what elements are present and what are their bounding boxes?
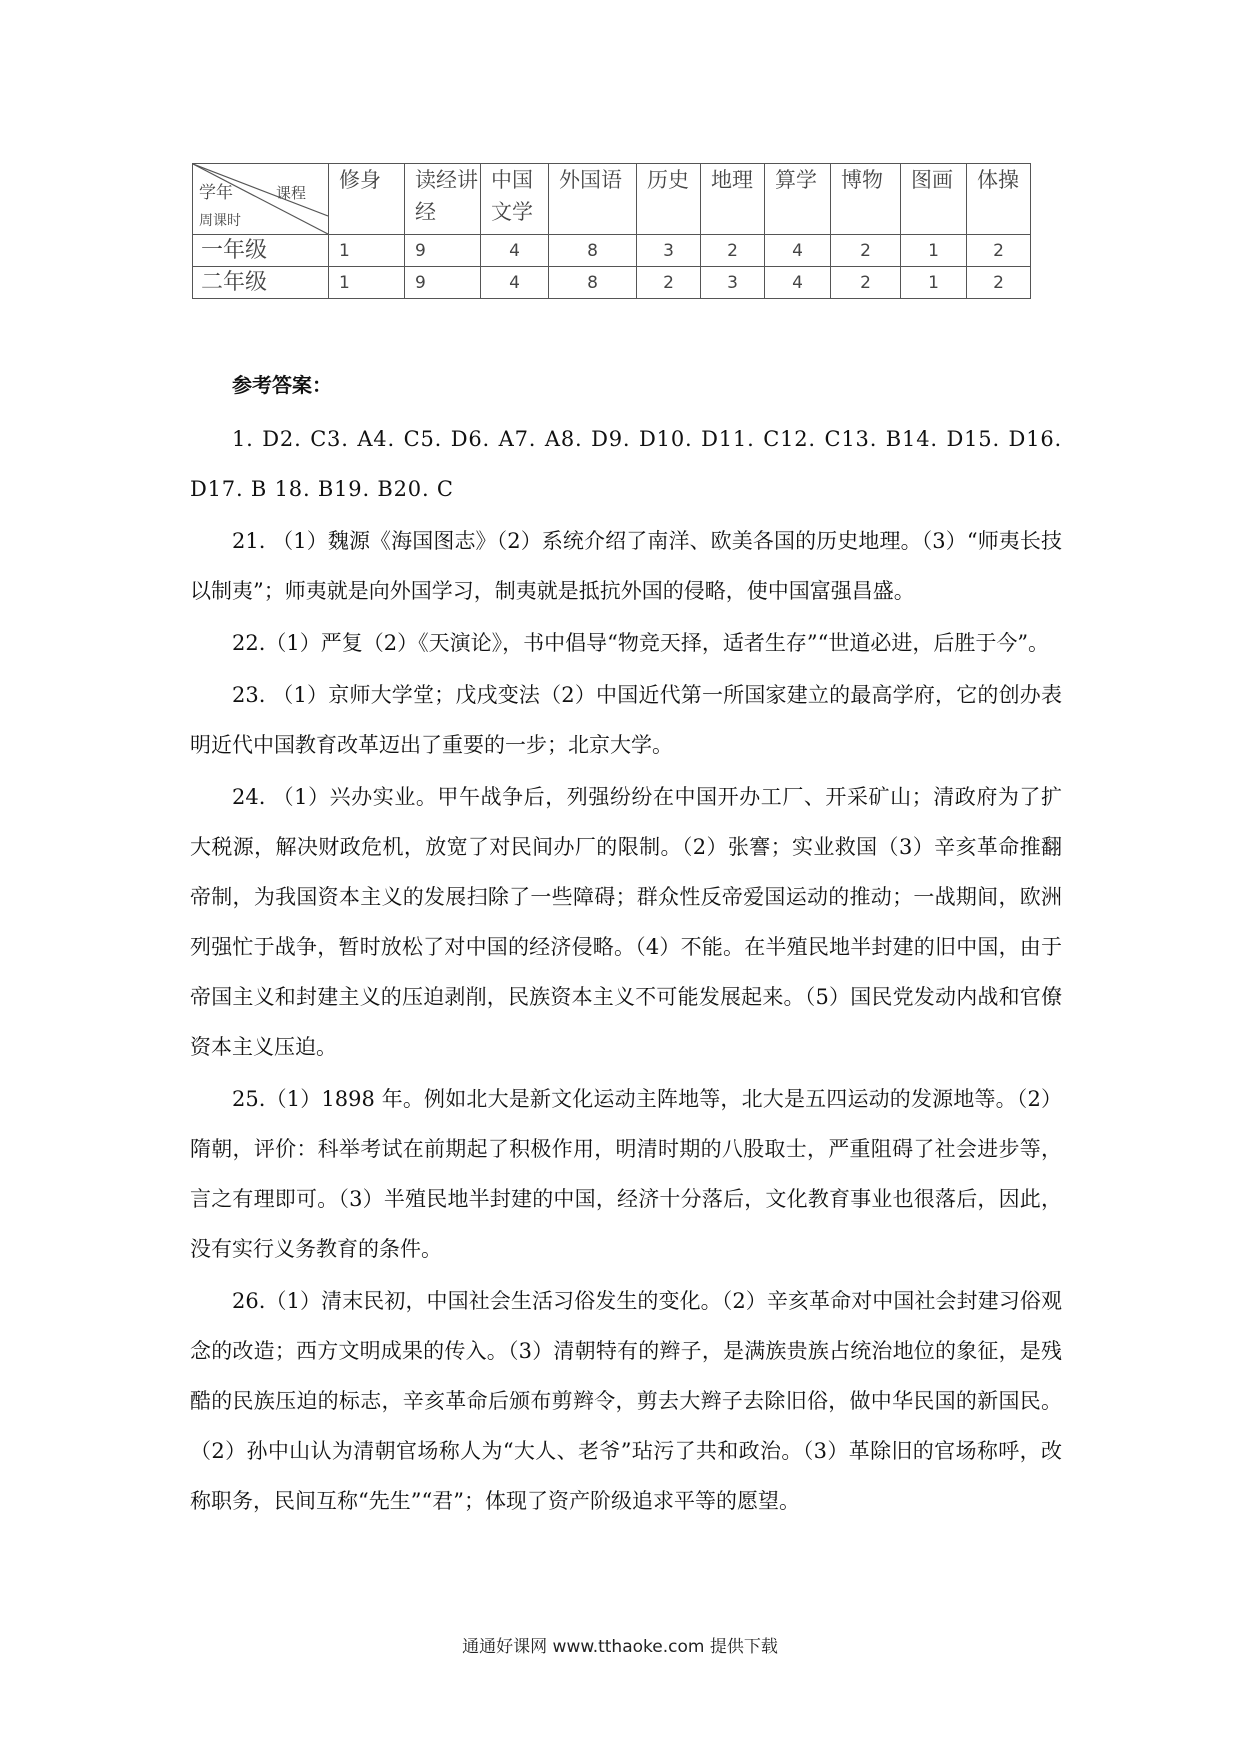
answer-paragraph-25: 25.（1）1898 年。例如北大是新文化运动主阵地等，北大是五四运动的发源地等。（2）隋朝，评价：科举考试在前期起了积极作用，明清时期的八股取士，严重阻碍了社会进步等，言之有理即可。（3）半殖民地半封建的中国，经济十分落后，文化教育事业也很落后，因此，没有实行义务教育的条件。: [190, 1087, 1062, 1261]
table-cell: 2: [967, 267, 1031, 299]
table-cell: 2: [637, 267, 701, 299]
table-cell: 9: [405, 235, 481, 267]
row-label: 二年级: [193, 267, 329, 299]
answer-paragraph-mc: 1. D2. C3. A4. C5. D6. A7. A8. D9. D10. D11. C12. C13. B14. D15. D16. D17. B 18. B19. B20. C: [190, 427, 1062, 501]
table-cell: 4: [481, 235, 549, 267]
subject-header: 图画: [901, 164, 967, 235]
subject-header: 修身: [329, 164, 405, 235]
subject-header: 地理: [701, 164, 765, 235]
subject-header: 历史: [637, 164, 701, 235]
table-row: [193, 267, 1031, 299]
table-cell: 2: [831, 235, 901, 267]
table-cell: 8: [549, 235, 637, 267]
row-label: 一年级: [193, 235, 329, 267]
table-cell: 3: [701, 267, 765, 299]
table-header-row: [193, 164, 1031, 235]
table-cell: 9: [405, 267, 481, 299]
table-cell: 2: [831, 267, 901, 299]
table-cell: 1: [901, 267, 967, 299]
table-cell: 2: [701, 235, 765, 267]
table-cell: 4: [765, 235, 831, 267]
subject-header: 读经讲经: [405, 164, 481, 235]
table-cell: 1: [329, 267, 405, 299]
table-cell: 1: [329, 235, 405, 267]
table-cell: 3: [637, 235, 701, 267]
subject-header: 博物: [831, 164, 901, 235]
subject-header: 体操: [967, 164, 1031, 235]
table-cell: 4: [765, 267, 831, 299]
table-row: [193, 235, 1031, 267]
table-cell: 2: [967, 235, 1031, 267]
subject-header: 算学: [765, 164, 831, 235]
subject-header: 外国语: [549, 164, 637, 235]
answer-heading: 参考答案：: [232, 373, 332, 397]
corner-label-grade: 学年: [199, 183, 233, 203]
page-footer: 通通好课网 www.tthaoke.com 提供下载: [462, 1637, 778, 1657]
corner-label-course: 课程: [275, 184, 306, 202]
subject-header: 中国文学: [481, 164, 549, 235]
answer-paragraph-23: 23. （1）京师大学堂；戊戌变法（2）中国近代第一所国家建立的最高学府，它的创办表明近代中国教育改革迈出了重要的一步；北京大学。: [190, 683, 1062, 757]
answer-paragraph-26: 26.（1）清末民初，中国社会生活习俗发生的变化。（2）辛亥革命对中国社会封建习俗观念的改造；西方文明成果的传入。（3）清朝特有的辫子，是满族贵族占统治地位的象征，是残酷的民族压迫的标志，辛亥革命后颁布剪辫令，剪去大辫子去除旧俗，做中华民国的新国民。（2）孙中山认为清朝官场称人为“大人、老爷”玷污了共和政治。（3）革除旧的官场称呼，改称职务，民间互称“先生”“君”；体现了资产阶级追求平等的愿望。: [190, 1289, 1062, 1513]
table-cell: 4: [481, 267, 549, 299]
table-corner-cell: [193, 164, 329, 235]
answer-paragraph-22: 22.（1）严复（2）《天演论》，书中倡导“物竞天择，适者生存”“世道必进，后胜于今”。: [232, 631, 1050, 655]
course-schedule-table: [192, 163, 1031, 299]
answer-paragraph-21: 21. （1）魏源《海国图志》（2）系统介绍了南洋、欧美各国的历史地理。（3）“师夷长技以制夷”；师夷就是向外国学习，制夷就是抵抗外国的侵略，使中国富强昌盛。: [190, 529, 1062, 603]
answer-section: [190, 360, 1062, 1528]
table-cell: 8: [549, 267, 637, 299]
corner-label-hours: 周课时: [199, 213, 241, 229]
answer-paragraph-24: 24. （1）兴办实业。甲午战争后，列强纷纷在中国开办工厂、开采矿山；清政府为了扩大税源，解决财政危机，放宽了对民间办厂的限制。（2）张謇；实业救国（3）辛亥革命推翻帝制，为我国资本主义的发展扫除了一些障碍；群众性反帝爱国运动的推动；一战期间，欧洲列强忙于战争，暂时放松了对中国的经济侵略。（4）不能。在半殖民地半封建的旧中国，由于帝国主义和封建主义的压迫剥削，民族资本主义不可能发展起来。（5）国民党发动内战和官僚资本主义压迫。: [190, 785, 1062, 1059]
table-cell: 1: [901, 235, 967, 267]
